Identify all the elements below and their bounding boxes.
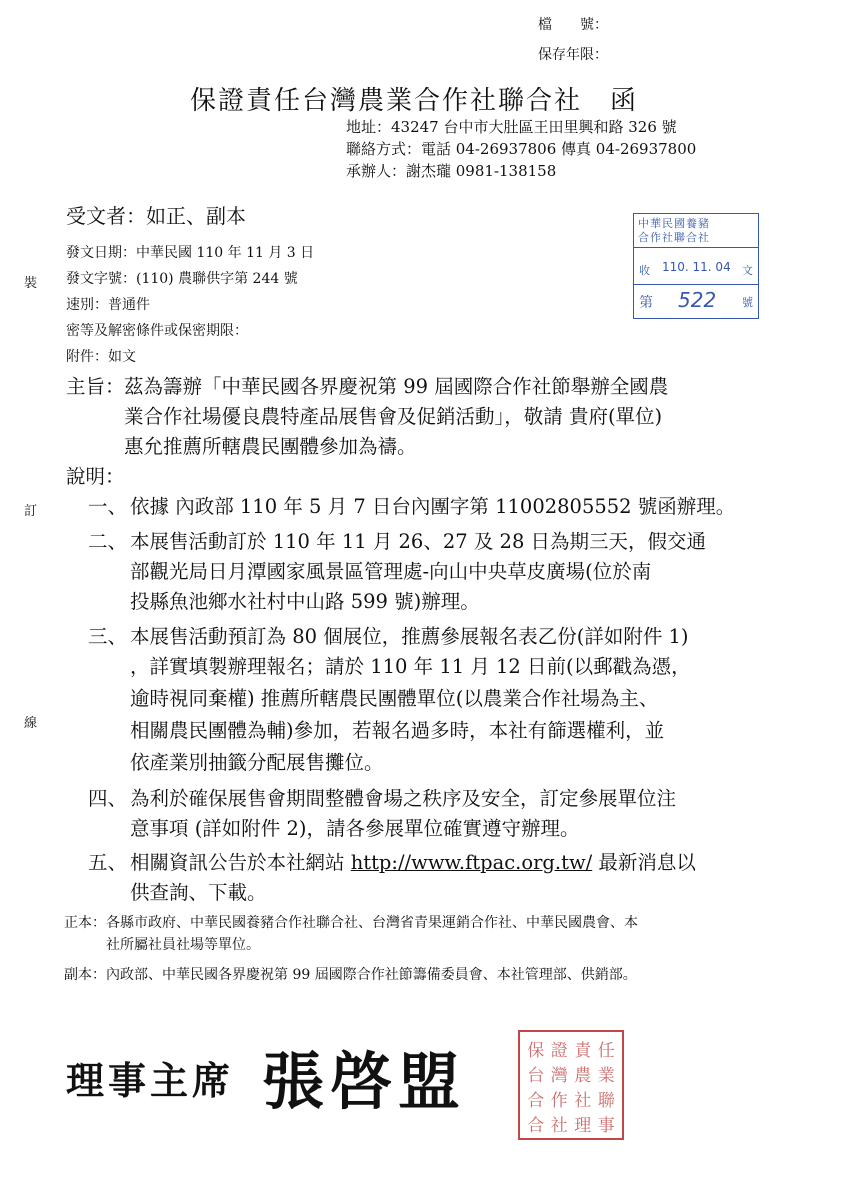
chairman-title: 理事主席 xyxy=(66,1059,235,1103)
item-line: 依產業別抽籤分配展售攤位。 xyxy=(130,751,384,774)
item-number: 三、 xyxy=(88,625,128,648)
seal-char: 理 xyxy=(574,1116,592,1136)
item-line: ，詳實填製辦理報名；請於 110 年 11 月 12 日前(以郵戳為憑， xyxy=(130,655,691,678)
item-line: 本展售活動訂於 110 年 11 月 26、27 及 28 日為期三天，假交通 xyxy=(130,530,707,553)
item5-prefix: 相關資訊公告於本社網站 xyxy=(130,851,351,874)
document-title: 保證責任台灣農業合作社聯合社 函 xyxy=(190,86,639,116)
issue-date: 發文日期：中華民國 110 年 11 月 3 日 xyxy=(66,245,315,261)
item-line: 本展售活動預訂為 80 個展位，推薦參展報名表乙份(詳如附件 1) xyxy=(130,625,689,648)
seal-char: 證 xyxy=(550,1041,568,1061)
seal-char: 聯 xyxy=(597,1091,615,1111)
attachment: 附件：如文 xyxy=(66,349,136,365)
stamp-number-prefix: 第 xyxy=(639,295,653,311)
contact-handler: 承辦人：謝杰瓏 0981-138158 xyxy=(346,162,557,180)
item-number: 二、 xyxy=(88,530,128,553)
subject-label: 主旨： xyxy=(66,375,125,398)
seal-char: 任 xyxy=(597,1041,615,1061)
binding-mark-ding: 訂 xyxy=(24,504,38,519)
item5-line xyxy=(130,848,696,878)
subject-line: 茲為籌辦「中華民國各界慶祝第 99 屆國際合作社節舉辦全國農 xyxy=(124,375,669,398)
item-line: 依據 內政部 110 年 5 月 7 日台內團字第 11002805552 號函辦理。 xyxy=(130,495,736,518)
item-number: 五、 xyxy=(88,851,128,874)
binding-mark-xian: 線 xyxy=(24,716,38,731)
item-line: 為利於確保展售會期間整體會場之秩序及安全，訂定參展單位注 xyxy=(130,787,677,810)
seal-char: 合 xyxy=(527,1091,545,1111)
seal-char: 合 xyxy=(527,1116,545,1136)
secrecy: 密等及解密條件或保密期限： xyxy=(66,323,248,339)
item-line: 投縣魚池鄉水社村中山路 599 號)辦理。 xyxy=(130,590,480,613)
stamp-side-right: 文 xyxy=(742,264,753,277)
explanation-label: 說明： xyxy=(66,465,125,488)
item-line: 逾時視同棄權) 推薦所轄農民團體單位(以農業合作社場為主、 xyxy=(130,687,659,710)
seal-char: 社 xyxy=(574,1091,592,1111)
seal-char: 灣 xyxy=(550,1066,568,1086)
seal-char: 社 xyxy=(550,1116,568,1136)
stamp-number-hand: 522 xyxy=(678,288,717,312)
stamp-side-left: 收 xyxy=(639,264,650,277)
item-line: 相關農民團體為輔)參加，若報名過多時，本社有篩選權利，並 xyxy=(130,719,665,742)
subject-line: 業合作社場優良農特產品展售會及促銷活動」，敬請 貴府(單位) xyxy=(124,405,663,428)
contact-address: 地址：43247 台中市大肚區王田里興和路 326 號 xyxy=(346,118,677,136)
item-line: 部觀光局日月潭國家風景區管理處-向山中央草皮廣場(位於南 xyxy=(130,560,652,583)
binding-mark-zhuang: 裝 xyxy=(24,276,38,291)
received-stamp xyxy=(633,213,759,319)
seal-char: 保 xyxy=(527,1041,545,1061)
speed-class: 速別：普通件 xyxy=(66,297,150,313)
main-copy-line2: 社所屬社員社場等單位。 xyxy=(106,937,260,953)
stamp-org-line1: 中華民國養豬 xyxy=(638,217,710,230)
seal-char: 事 xyxy=(597,1116,615,1136)
website-link[interactable]: http://www.ftpac.org.tw/ xyxy=(350,851,593,874)
seal-char: 台 xyxy=(527,1066,545,1086)
seal-char: 作 xyxy=(550,1091,568,1111)
contact-phone-fax: 聯絡方式：電話 04-26937806 傳真 04-26937800 xyxy=(346,140,697,158)
stamp-org-line2: 合作社聯合社 xyxy=(638,231,710,244)
stamp-date: 110. 11. 04 xyxy=(662,260,731,274)
chairman-signature: 張啓盟 xyxy=(262,1045,467,1118)
sub-copy: 副本：內政部、中華民國各界慶祝第 99 屆國際合作社節籌備委員會、本社管理部、供銷部。 xyxy=(64,967,637,983)
issue-number: 發文字號：(110) 農聯供字第 244 號 xyxy=(66,271,298,287)
seal-char: 農 xyxy=(574,1066,592,1086)
recipient: 受文者：如正、副本 xyxy=(66,204,246,228)
official-seal xyxy=(518,1030,624,1140)
item5-line2: 供查詢、下載。 xyxy=(130,881,267,904)
seal-grid xyxy=(524,1036,618,1134)
item-line: 意事項 (詳如附件 2)，請各參展單位確實遵守辦理。 xyxy=(130,817,580,840)
subject-line: 惠允推薦所轄農民團體參加為禱。 xyxy=(124,435,417,458)
main-copy-line1: 正本：各縣市政府、中華民國養豬合作社聯合社、台灣省青果運銷合作社、中華民國農會、本 xyxy=(64,915,638,931)
seal-char: 業 xyxy=(597,1066,615,1086)
seal-char: 責 xyxy=(574,1041,592,1061)
stamp-number-suffix: 號 xyxy=(742,296,753,309)
item5-suffix: 最新消息以 xyxy=(592,851,696,874)
item-number: 四、 xyxy=(88,787,128,810)
retention-label: 保存年限： xyxy=(538,47,608,63)
file-number-label: 檔 號： xyxy=(538,17,608,33)
item-number: 一、 xyxy=(88,495,128,518)
